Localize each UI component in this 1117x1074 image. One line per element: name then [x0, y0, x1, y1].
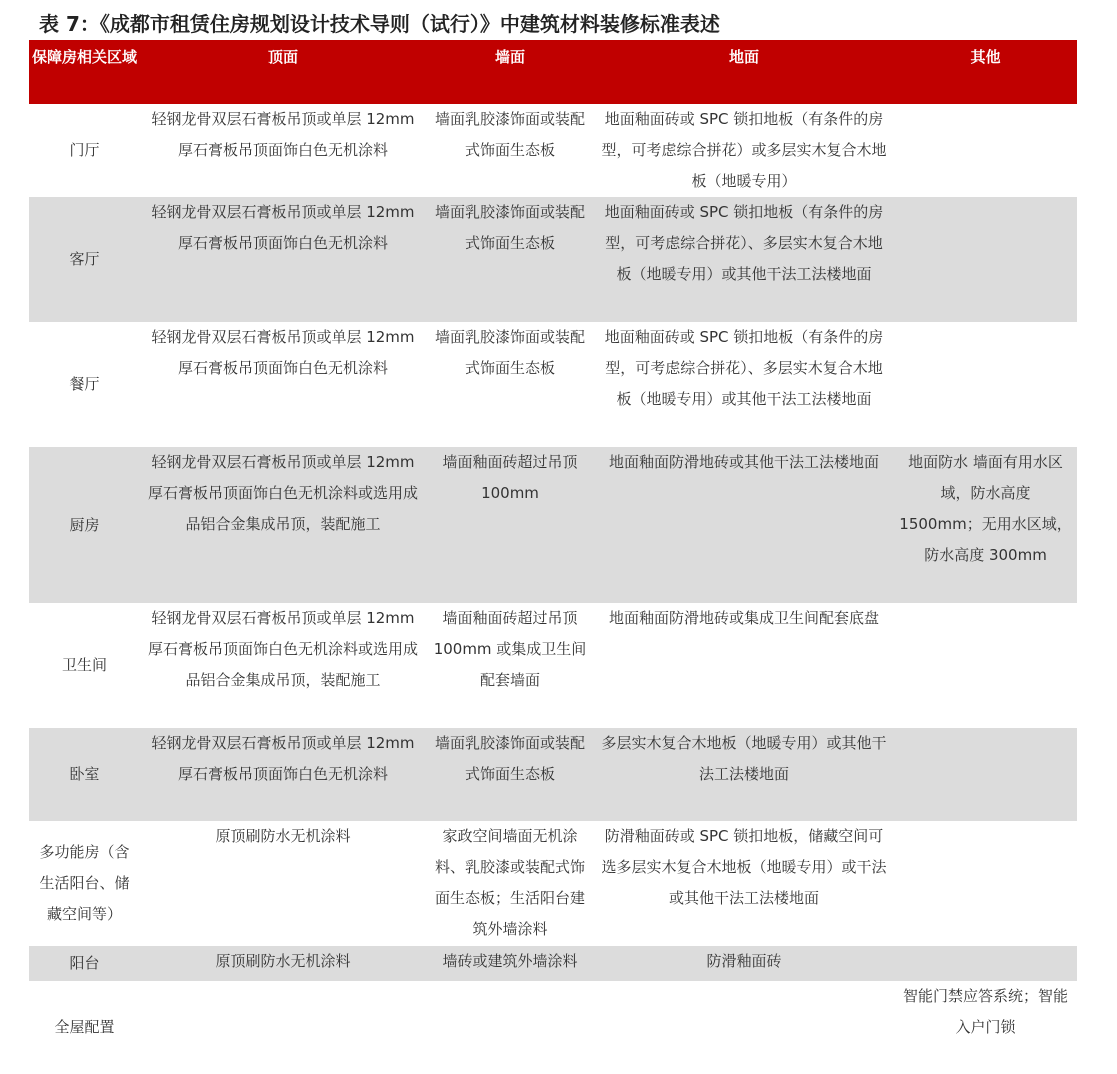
table-row [29, 821, 1077, 946]
header-ceiling: 顶面 [140, 40, 426, 104]
cell-wall: 墙面釉面砖超过吊顶 100mm [426, 447, 594, 603]
cell-floor: 地面釉面防滑地砖或其他干法工法楼地面 [594, 447, 894, 603]
cell-other: 地面防水 墙面有用水区域，防水高度 1500mm；无用水区域，防水高度 300mm [894, 447, 1077, 603]
table-row [29, 197, 1077, 322]
cell-ceiling: 轻钢龙骨双层石膏板吊顶或单层 12mm 厚石膏板吊顶面饰白色无机涂料 [140, 197, 426, 322]
cell-other [894, 322, 1077, 447]
cell-floor [594, 981, 894, 1074]
cell-other [894, 104, 1077, 197]
cell-area: 卧室 [29, 728, 140, 821]
cell-floor: 多层实木复合木地板（地暖专用）或其他干法工法楼地面 [594, 728, 894, 821]
cell-floor: 地面釉面砖或 SPC 锁扣地板（有条件的房型，可考虑综合拼花）、多层实木复合木地板（地暖专用）或其他干法工法楼地面 [604, 328, 884, 408]
cell-area: 阳台 [29, 946, 140, 981]
cell-wall: 墙面乳胶漆饰面或装配式饰面生态板 [426, 728, 594, 821]
header-wall: 墙面 [426, 40, 594, 104]
cell-wall: 家政空间墙面无机涂料、乳胶漆或装配式饰面生态板；生活阳台建筑外墙涂料 [434, 827, 585, 938]
cell-other [894, 603, 1077, 728]
table-title: 表 7：《成都市租赁住房规划设计技术导则（试行）》中建筑材料装修标准表述 [39, 12, 720, 36]
table-header-row [29, 40, 1077, 104]
cell-ceiling: 轻钢龙骨双层石膏板吊顶或单层 12mm 厚石膏板吊顶面饰白色无机涂料或选用成品铝合金集成吊顶，装配施工 [140, 447, 426, 603]
document-page [29, 0, 1077, 1074]
table-row [29, 946, 1077, 981]
cell-floor: 地面釉面砖或 SPC 锁扣地板（有条件的房型，可考虑综合拼花）、多层实木复合木地板（地暖专用）或其他干法工法楼地面 [594, 197, 894, 322]
cell-wall: 墙面釉面砖超过吊顶 100mm 或集成卫生间配套墙面 [433, 609, 587, 689]
header-floor: 地面 [594, 40, 894, 104]
materials-standard-table [29, 40, 1077, 1074]
cell-ceiling: 轻钢龙骨双层石膏板吊顶或单层 12mm 厚石膏板吊顶面饰白色无机涂料或选用成品铝合金集成吊顶，装配施工 [147, 609, 418, 689]
table-row [29, 603, 1077, 728]
cell-ceiling: 轻钢龙骨双层石膏板吊顶或单层 12mm 厚石膏板吊顶面饰白色无机涂料 [151, 110, 415, 159]
cell-other [894, 728, 1077, 821]
header-area: 保障房相关区域 [29, 40, 140, 104]
cell-ceiling: 原顶刷防水无机涂料 [140, 946, 426, 981]
cell-wall: 墙面乳胶漆饰面或装配式饰面生态板 [426, 197, 594, 322]
cell-wall: 墙砖或建筑外墙涂料 [426, 946, 594, 981]
table-row [29, 981, 1077, 1074]
cell-wall: 墙面乳胶漆饰面或装配式饰面生态板 [434, 110, 585, 159]
cell-ceiling [140, 981, 426, 1074]
cell-area: 多功能房（含生活阳台、储藏空间等） [39, 843, 130, 923]
cell-floor: 防滑釉面砖 [594, 946, 894, 981]
cell-other: 智能门禁应答系统；智能入户门锁 [902, 987, 1068, 1036]
cell-floor: 地面釉面防滑地砖或集成卫生间配套底盘 [608, 609, 879, 627]
header-other: 其他 [894, 40, 1077, 104]
cell-area: 门厅 [69, 141, 100, 159]
cell-wall: 墙面乳胶漆饰面或装配式饰面生态板 [434, 328, 585, 377]
cell-other [894, 197, 1077, 322]
cell-area: 卫生间 [61, 656, 107, 674]
cell-area: 餐厅 [69, 375, 100, 393]
cell-floor: 防滑釉面砖或 SPC 锁扣地板，储藏空间可选多层实木复合木地板（地暖专用）或干法或其他干法工法楼地面 [601, 827, 887, 907]
table-row [29, 728, 1077, 821]
cell-wall [426, 981, 594, 1074]
cell-floor: 地面釉面砖或 SPC 锁扣地板（有条件的房型，可考虑综合拼花）或多层实木复合木地板（地暖专用） [601, 110, 887, 190]
cell-area: 客厅 [29, 197, 140, 322]
cell-area: 厨房 [29, 447, 140, 603]
cell-ceiling: 轻钢龙骨双层石膏板吊顶或单层 12mm 厚石膏板吊顶面饰白色无机涂料 [140, 728, 426, 821]
cell-ceiling: 轻钢龙骨双层石膏板吊顶或单层 12mm 厚石膏板吊顶面饰白色无机涂料 [151, 328, 415, 377]
table-row [29, 447, 1077, 603]
cell-other [894, 821, 1077, 946]
table-row [29, 104, 1077, 197]
cell-other [894, 946, 1077, 981]
cell-area: 全屋配置 [54, 1018, 115, 1036]
table-row [29, 322, 1077, 447]
cell-ceiling: 原顶刷防水无机涂料 [215, 827, 351, 845]
